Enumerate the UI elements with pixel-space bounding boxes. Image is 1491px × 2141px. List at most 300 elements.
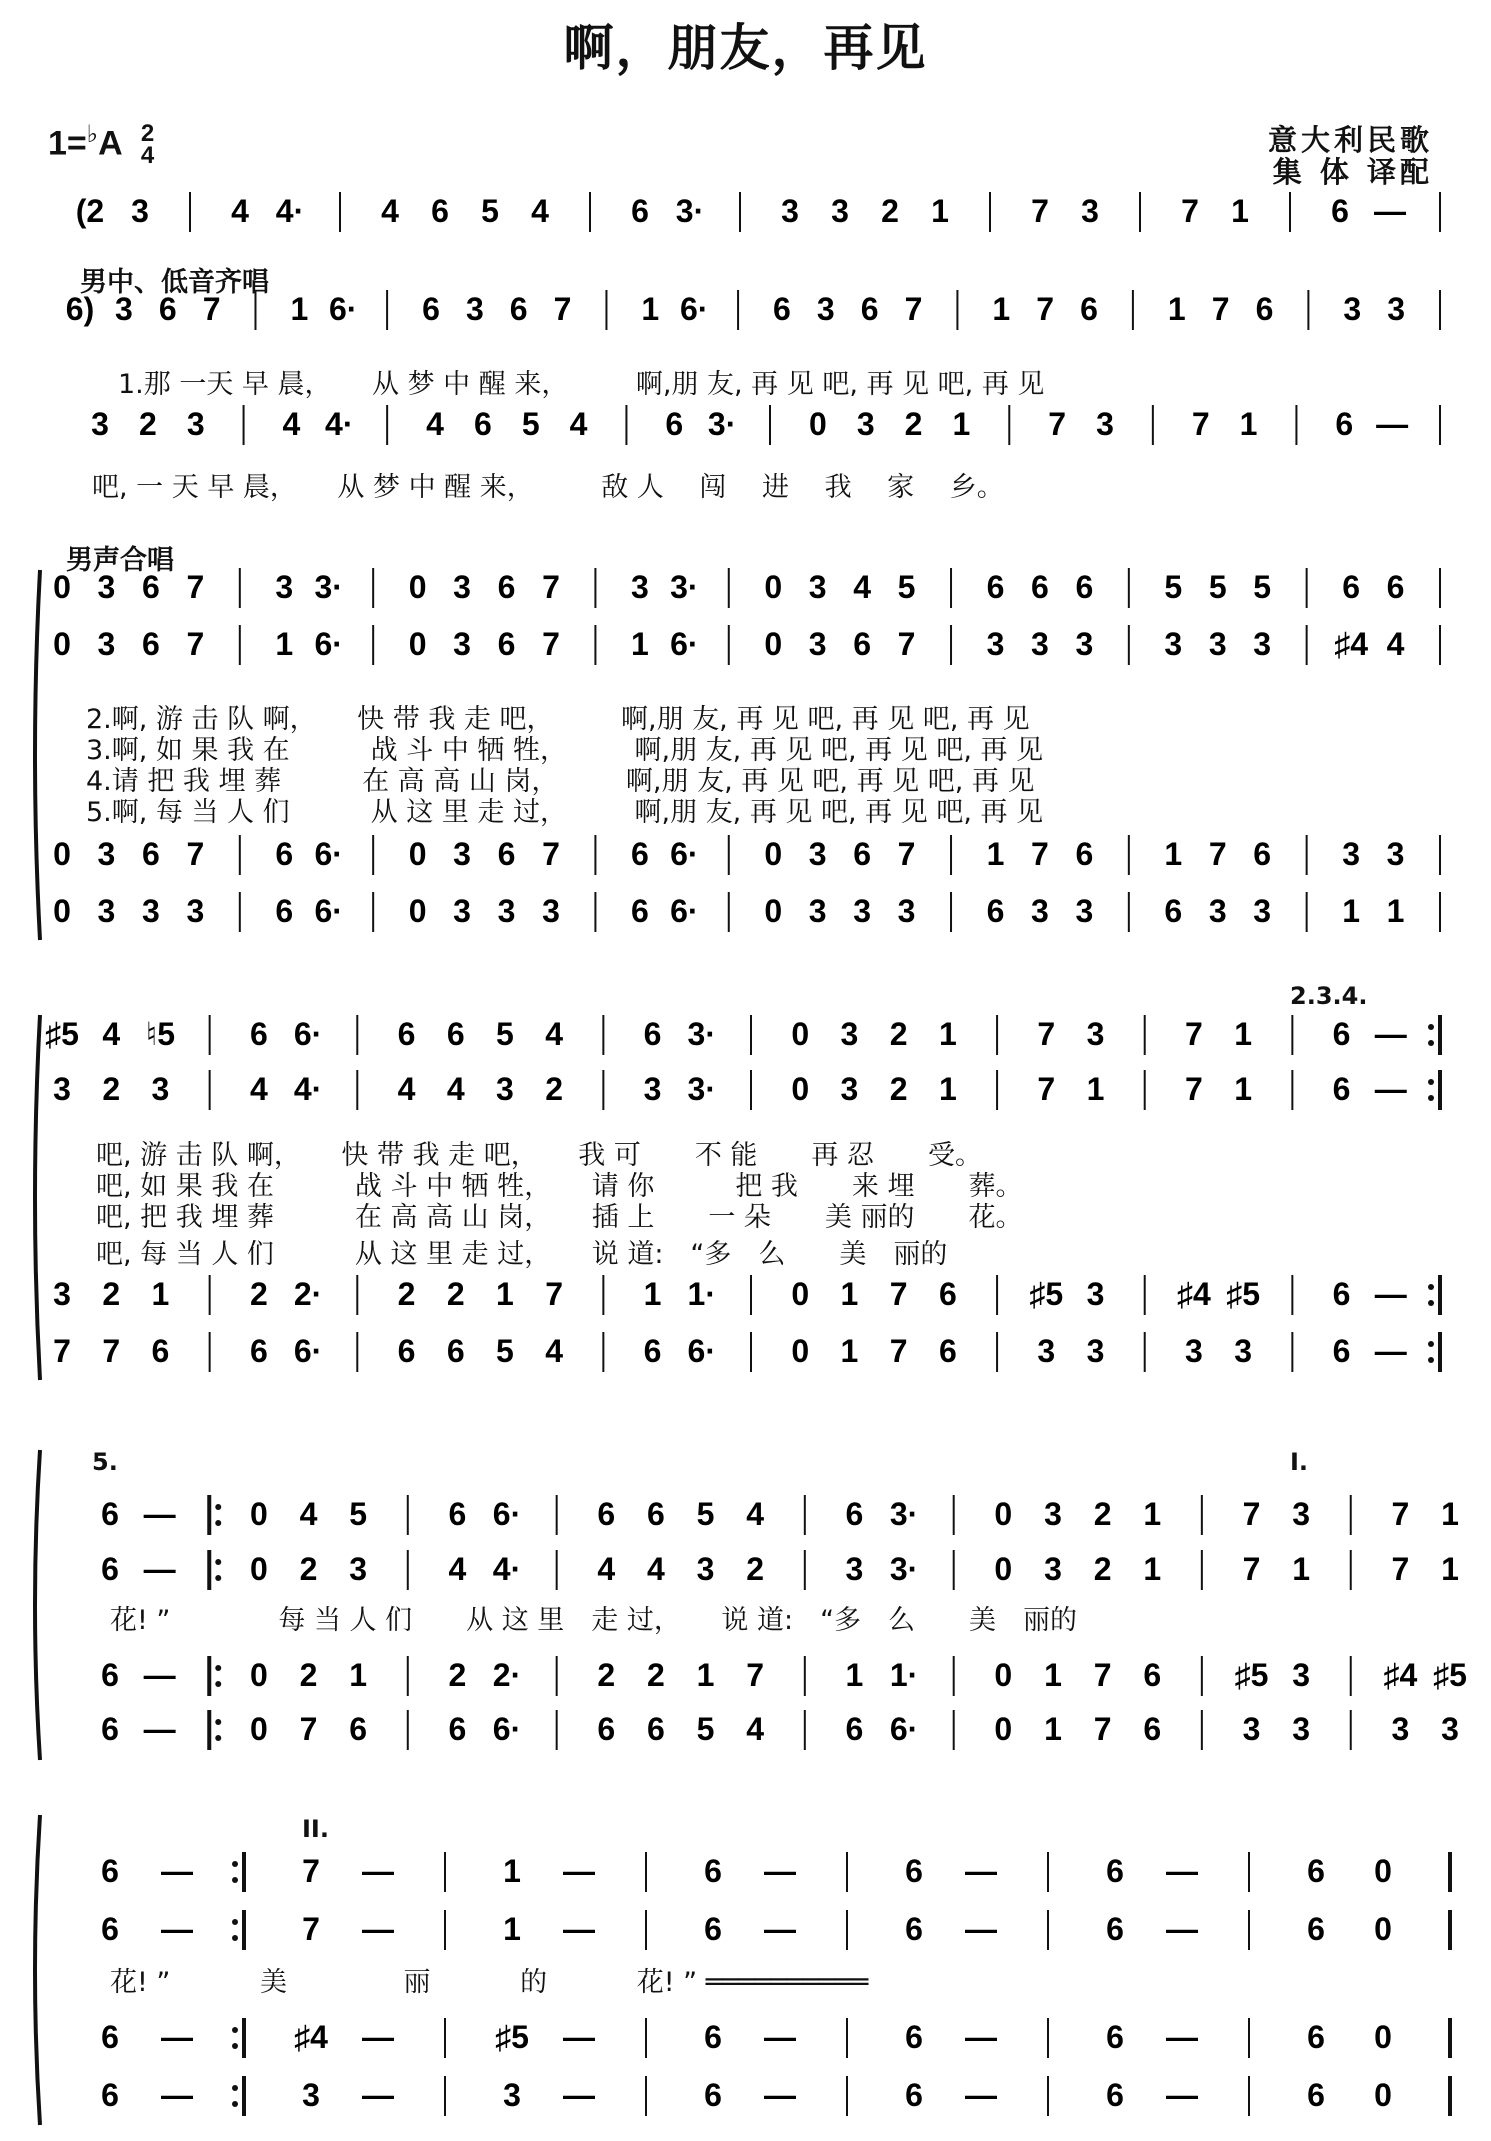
jianpu-note: 1 [986, 836, 1005, 872]
jianpu-note: 3 [349, 1551, 368, 1587]
jianpu-note: 3 [781, 193, 799, 229]
jianpu-note: 1 [496, 1276, 514, 1312]
jianpu-note: 7 [202, 291, 221, 327]
jianpu-note: 3 [1044, 1496, 1062, 1532]
jianpu-note: 7 [904, 291, 923, 327]
lyric-sys3-d: 吧, 每 当 人 们 从 这 里 走 过， 说 道: “多 么 美 丽的 [96, 1239, 948, 1270]
section-unison: 男中、低音齐唱 [80, 267, 269, 298]
jianpu-note: 3 [696, 1551, 715, 1587]
jianpu-note: 6 [704, 1911, 722, 1947]
jianpu-note: 6) [65, 291, 95, 327]
jianpu-note: 1 [931, 193, 949, 229]
jianpu-note: 3 [453, 569, 471, 605]
jianpu-note: 6 [422, 291, 440, 327]
jianpu-note: 6 [101, 2019, 119, 2055]
time-top: 2 [140, 120, 155, 148]
jianpu-note: 3 [275, 569, 294, 605]
repeat-dot [1428, 1341, 1434, 1347]
jianpu-note: 6· [328, 291, 358, 327]
jianpu-note: 0 [408, 569, 427, 605]
jianpu-note: 4 [531, 193, 549, 229]
jianpu-note: 2 [102, 1276, 121, 1312]
jianpu-note: 6 [860, 291, 879, 327]
jianpu-note: 7 [553, 291, 572, 327]
jianpu-note: 6 [497, 836, 516, 872]
repeat-dot [1428, 1300, 1434, 1306]
jianpu-note: 7 [1242, 1496, 1261, 1532]
jianpu-note: 6 [643, 1333, 662, 1369]
jianpu-note: 7 [1037, 1016, 1056, 1052]
lyric-sys3-a: 吧, 游 击 队 啊， 快 带 我 走 吧， 我 可 不 能 再 忍 受。 [96, 1140, 982, 1171]
jianpu-note: ♯4 [1177, 1276, 1211, 1312]
jianpu-note: (2 [75, 193, 105, 229]
jianpu-note: ♯5 [495, 2019, 529, 2055]
jianpu-note: 6 [101, 1853, 119, 1889]
dash-note: — [965, 2019, 997, 2055]
jianpu-note: 3 [1342, 836, 1360, 872]
repeat-dot [232, 1861, 238, 1867]
jianpu-note: 3· [889, 1551, 919, 1587]
jianpu-note: 0 [1374, 1911, 1392, 1947]
jianpu-note: 6 [142, 626, 160, 662]
jianpu-note: 3 [808, 836, 827, 872]
repeat-dot [1428, 1357, 1434, 1363]
jianpu-note: 6 [1143, 1711, 1162, 1747]
jianpu-note: 6 [101, 1911, 119, 1947]
jianpu-note: 7 [1191, 406, 1210, 442]
lyric-v1-line2: 吧, 一 天 早 晨， 从 梦 中 醒 来， 敌 人 闯 进 我 家 乡。 [92, 472, 1004, 503]
dash-note: — [143, 1551, 176, 1587]
jianpu-note: 7 [542, 626, 560, 662]
repeat-dot [1428, 1095, 1434, 1101]
jianpu-note: 6· [492, 1496, 522, 1532]
jianpu-note: 3 [986, 626, 1005, 662]
jianpu-note: 6 [773, 291, 791, 327]
jianpu-note: 3· [670, 569, 699, 605]
jianpu-note: 6 [1106, 2077, 1124, 2113]
jianpu-note: 7 [1391, 1496, 1410, 1532]
repeat-dot [215, 1735, 221, 1741]
jianpu-note: 3 [186, 406, 205, 442]
jianpu-note: 5 [696, 1496, 715, 1532]
jianpu-note: 4 [746, 1711, 765, 1747]
jianpu-note: 2 [889, 1016, 908, 1052]
jianpu-note: 0 [53, 836, 71, 872]
lyric-verse-5: 5.啊, 每 当 人 们 从 这 里 走 过， 啊,朋 友, 再 见 吧, 再 见 吧, 再 见 [86, 797, 1044, 828]
jianpu-note: ♯5 [1029, 1276, 1064, 1312]
jianpu-note: 1 [503, 1853, 521, 1889]
jianpu-note: 6 [665, 406, 684, 442]
jianpu-note: 3 [1096, 406, 1114, 442]
repeat-dot [232, 2043, 238, 2049]
jianpu-note: 6 [630, 836, 649, 872]
lyric-verse-2: 2.啊, 游 击 队 啊， 快 带 我 走 吧， 啊,朋 友, 再 见 吧, 再 见 吧, 再 见 [86, 704, 1030, 735]
jianpu-note: 1 [1044, 1657, 1062, 1693]
jianpu-note: 4 [647, 1551, 665, 1587]
jianpu-note: 3 [142, 893, 160, 929]
jianpu-note: 6· [670, 893, 699, 929]
jianpu-note: 1 [349, 1657, 368, 1693]
jianpu-note: 6 [1386, 569, 1405, 605]
jianpu-note: 7 [1031, 193, 1049, 229]
jianpu-note: 0 [994, 1711, 1013, 1747]
jianpu-note: 6· [889, 1711, 919, 1747]
lyric-verse-4: 4.请 把 我 埋 葬 在 高 高 山 岗， 啊,朋 友, 再 见 吧, 再 见 吧, 再 见 [86, 766, 1035, 797]
jianpu-note: 6 [1342, 569, 1360, 605]
jianpu-note: 1 [1441, 1551, 1459, 1587]
dash-note: — [764, 2077, 796, 2113]
jianpu-note: 3 [453, 626, 471, 662]
repeat-dot [1428, 1024, 1434, 1030]
jianpu-note: 7 [1036, 291, 1055, 327]
jianpu-note: 3 [1387, 291, 1406, 327]
dash-note: — [1166, 2077, 1198, 2113]
jianpu-note: 3· [707, 406, 737, 442]
jianpu-note: 3· [687, 1016, 717, 1052]
jianpu-note: 4 [426, 406, 444, 442]
jianpu-note: 1 [1164, 836, 1183, 872]
jianpu-note: 1 [1342, 893, 1360, 929]
jianpu-note: 7 [542, 836, 560, 872]
jianpu-note: 1 [952, 406, 971, 442]
jianpu-note: 3 [1292, 1657, 1311, 1693]
song-title: 啊，朋友，再见 [563, 19, 928, 77]
jianpu-note: 3 [503, 2077, 521, 2113]
jianpu-note: 6 [151, 1333, 170, 1369]
dash-note: — [563, 2077, 595, 2113]
jianpu-note: 0 [764, 569, 783, 605]
jianpu-note: 0 [994, 1496, 1013, 1532]
jianpu-note: 6 [630, 893, 649, 929]
jianpu-note: 7 [1242, 1551, 1261, 1587]
jianpu-note: 7 [1181, 193, 1199, 229]
jianpu-note: 7 [545, 1276, 564, 1312]
jianpu-note: 5 [897, 569, 916, 605]
dash-note: — [143, 1657, 176, 1693]
jianpu-note: ♮5 [145, 1016, 176, 1052]
jianpu-note: 6 [446, 1333, 465, 1369]
jianpu-note: 2 [1093, 1496, 1112, 1532]
jianpu-note: 7 [1208, 836, 1227, 872]
jianpu-note: 2 [299, 1551, 318, 1587]
jianpu-note: 1 [151, 1276, 170, 1312]
dash-note: — [1374, 1276, 1407, 1312]
jianpu-note: 3 [1086, 1016, 1105, 1052]
jianpu-note: 7 [897, 836, 916, 872]
repeat-dot [215, 1520, 221, 1526]
jianpu-note: 0 [791, 1071, 810, 1107]
repeat-dot [232, 2101, 238, 2107]
jianpu-note: 3 [1292, 1711, 1311, 1747]
jianpu-note: 3 [831, 193, 849, 229]
jianpu-note: 4· [325, 406, 354, 442]
jianpu-note: 3 [1086, 1333, 1105, 1369]
jianpu-note: 6· [670, 836, 699, 872]
jianpu-note: 7 [1185, 1016, 1203, 1052]
key-flat: ♭ [86, 121, 99, 148]
jianpu-note: 3 [453, 836, 471, 872]
jianpu-note: 6 [1253, 836, 1272, 872]
jianpu-note: 3· [314, 569, 343, 605]
jianpu-note: 7 [897, 626, 916, 662]
dash-note: — [161, 2077, 193, 2113]
jianpu-note: 3 [542, 893, 560, 929]
jianpu-note: 2 [299, 1657, 318, 1693]
jianpu-note: 0 [764, 626, 783, 662]
jianpu-note: 6· [670, 626, 699, 662]
jianpu-note: 1 [845, 1657, 864, 1693]
jianpu-note: ♯5 [1433, 1657, 1467, 1693]
repeat-dot [232, 1877, 238, 1883]
jianpu-note: 0 [1374, 2019, 1392, 2055]
jianpu-note: 2· [293, 1276, 323, 1312]
jianpu-note: ♯4 [294, 2019, 328, 2055]
jianpu-note: 6 [1307, 2077, 1325, 2113]
dash-note: — [1166, 1853, 1198, 1889]
jianpu-note: 6 [1106, 2019, 1124, 2055]
jianpu-note: 7 [186, 836, 205, 872]
repeat-dot [215, 1665, 221, 1671]
jianpu-note: 6 [101, 1657, 119, 1693]
jianpu-note: 5 [696, 1711, 715, 1747]
jianpu-note: 4· [275, 193, 305, 229]
lyric-sys3-b: 吧, 如 果 我 在 战 斗 中 牺 牲， 请 你 把 我 来 埋 葬。 [96, 1171, 1023, 1202]
jianpu-note: 2 [249, 1276, 268, 1312]
jianpu-note: 3 [97, 569, 116, 605]
jianpu-note: 0 [249, 1711, 268, 1747]
jianpu-note: 6 [101, 2077, 119, 2113]
jianpu-note: 6 [845, 1496, 864, 1532]
jianpu-note: 6· [314, 626, 343, 662]
dash-note: — [1376, 406, 1409, 442]
jianpu-note: 5 [521, 406, 540, 442]
jianpu-note: 1· [687, 1276, 717, 1312]
jianpu-note: 6 [431, 193, 449, 229]
jianpu-note: 5 [496, 1016, 514, 1052]
dash-note: — [563, 1853, 595, 1889]
jianpu-note: 1 [1234, 1071, 1253, 1107]
jianpu-note: 3 [91, 406, 109, 442]
jianpu-note: 3 [1164, 626, 1183, 662]
jianpu-note: 5 [1253, 569, 1272, 605]
credit-arranger: 集 体 译配 [1272, 155, 1433, 189]
jianpu-note: 3 [1234, 1333, 1253, 1369]
jianpu-note: 6 [1331, 193, 1349, 229]
jianpu-note: 7 [889, 1276, 908, 1312]
jianpu-note: 6 [446, 1016, 465, 1052]
jianpu-note: 0 [994, 1657, 1013, 1693]
jianpu-note: 6 [704, 2019, 722, 2055]
dash-note: — [764, 2019, 796, 2055]
jianpu-note: 6 [142, 836, 160, 872]
dash-note: — [161, 1853, 193, 1889]
jianpu-note: 1 [641, 291, 660, 327]
lyric-verse-3: 3.啊, 如 果 我 在 战 斗 中 牺 牲， 啊,朋 友, 再 见 吧, 再 见 吧, 再 见 [86, 735, 1044, 766]
jianpu-note: 6· [687, 1333, 717, 1369]
jianpu-note: 7 [186, 569, 205, 605]
jianpu-note: 7 [186, 626, 205, 662]
jianpu-note: 4 [102, 1016, 121, 1052]
jianpu-note: 3 [497, 893, 516, 929]
jianpu-note: 4 [231, 193, 249, 229]
dash-note: — [161, 1911, 193, 1947]
jianpu-note: 1 [1143, 1551, 1162, 1587]
jianpu-note: 2 [545, 1071, 564, 1107]
jianpu-note: 6 [1031, 569, 1049, 605]
jianpu-note: 6 [938, 1333, 957, 1369]
jianpu-note: 1 [1086, 1071, 1105, 1107]
jianpu-note: 6 [497, 626, 516, 662]
jianpu-note: 5 [1164, 569, 1183, 605]
jianpu-note: 4 [746, 1496, 765, 1532]
jianpu-note: 3 [1441, 1711, 1459, 1747]
jianpu-note: 2 [446, 1276, 465, 1312]
dash-note: — [362, 2019, 394, 2055]
jianpu-note: 6 [397, 1333, 416, 1369]
jianpu-note: 4 [446, 1071, 465, 1107]
jianpu-note: 1 [938, 1071, 957, 1107]
jianpu-note: 4 [853, 569, 872, 605]
jianpu-note: 6 [249, 1016, 268, 1052]
repeat-dot [215, 1575, 221, 1581]
jianpu-note: 2 [138, 406, 157, 442]
jianpu-note: 1 [275, 626, 294, 662]
jianpu-note: 6 [1164, 893, 1183, 929]
jianpu-note: 7 [1211, 291, 1230, 327]
jianpu-note: 0 [249, 1551, 268, 1587]
jianpu-note: 3· [687, 1071, 717, 1107]
jianpu-note: 2 [746, 1551, 765, 1587]
jianpu-note: 3 [97, 836, 116, 872]
system-bracket [35, 1450, 40, 1760]
jianpu-note: 1 [1239, 406, 1258, 442]
jianpu-note: 0 [1374, 1853, 1392, 1889]
jianpu-note: 6 [448, 1496, 467, 1532]
jianpu-note: 6· [492, 1711, 522, 1747]
jianpu-note: 3 [186, 893, 205, 929]
jianpu-note: 3 [453, 893, 471, 929]
jianpu-note: 6 [1307, 1853, 1325, 1889]
jianpu-note: 6 [597, 1711, 616, 1747]
jianpu-note: 6 [397, 1016, 416, 1052]
dash-note: — [965, 2077, 997, 2113]
jianpu-note: 3 [816, 291, 835, 327]
dash-note: — [362, 2077, 394, 2113]
jianpu-note: 1 [290, 291, 309, 327]
dash-note: — [1374, 1333, 1407, 1369]
jianpu-note: 4 [282, 406, 301, 442]
jianpu-note: ♯4 [1383, 1657, 1418, 1693]
jianpu-note: 1 [1441, 1496, 1459, 1532]
jianpu-note: 1 [1292, 1551, 1311, 1587]
jianpu-note: 6 [349, 1711, 368, 1747]
jianpu-note: 0 [791, 1016, 810, 1052]
jianpu-note: 3 [131, 193, 149, 229]
jianpu-note: 6 [938, 1276, 957, 1312]
time-bottom: 4 [140, 142, 155, 170]
jianpu-note: 6 [631, 193, 649, 229]
jianpu-note: 3 [97, 893, 116, 929]
jianpu-note: 2 [448, 1657, 467, 1693]
system-bracket [35, 1815, 40, 2125]
jianpu-note: 1· [889, 1657, 919, 1693]
jianpu-note: 6 [158, 291, 177, 327]
jianpu-note: 5 [1208, 569, 1227, 605]
jianpu-note: 6 [647, 1711, 665, 1747]
volta-1: I. [1290, 1448, 1309, 1476]
jianpu-note: 3 [1086, 1276, 1105, 1312]
jianpu-note: 4 [545, 1016, 564, 1052]
jianpu-note: 3 [845, 1551, 864, 1587]
jianpu-note: 0 [764, 893, 783, 929]
jianpu-note: 2 [647, 1657, 665, 1693]
jianpu-note: 3· [675, 193, 705, 229]
jianpu-note: 3 [1185, 1333, 1203, 1369]
jianpu-note: 1 [503, 1911, 521, 1947]
jianpu-note: 6 [509, 291, 528, 327]
jianpu-note: 5 [496, 1333, 514, 1369]
jianpu-note: 3 [465, 291, 484, 327]
jianpu-note: 7 [302, 1911, 320, 1947]
jianpu-note: 3 [53, 1276, 71, 1312]
jianpu-note: 3 [1242, 1711, 1261, 1747]
jianpu-note: 5 [481, 193, 499, 229]
jianpu-note: 0 [791, 1333, 810, 1369]
jianpu-note: 3 [1391, 1711, 1410, 1747]
jianpu-note: 6 [101, 1551, 119, 1587]
jianpu-note: 3 [97, 626, 116, 662]
jianpu-note: 0 [791, 1276, 810, 1312]
dash-note: — [1374, 1016, 1407, 1052]
repeat-dot [215, 1504, 221, 1510]
jianpu-note: 3 [1075, 626, 1094, 662]
dash-note: — [1374, 193, 1406, 229]
jianpu-note: 3 [1044, 1551, 1062, 1587]
repeat-dot [1428, 1079, 1434, 1085]
jianpu-note: 7 [1031, 836, 1049, 872]
jianpu-note: 1 [643, 1276, 662, 1312]
jianpu-note: 4 [448, 1551, 467, 1587]
jianpu-note: 4· [293, 1071, 323, 1107]
dash-note: — [1166, 2019, 1198, 2055]
repeat-dot [1428, 1284, 1434, 1290]
jianpu-note: 0 [53, 569, 71, 605]
jianpu-note: 3 [496, 1071, 514, 1107]
jianpu-note: 3 [630, 569, 649, 605]
jianpu-note: 6 [597, 1496, 616, 1532]
repeat-dot [232, 2027, 238, 2033]
jianpu-note: 7 [1185, 1071, 1203, 1107]
jianpu-note: 3 [1343, 291, 1362, 327]
dash-note: — [1166, 1911, 1198, 1947]
jianpu-note: 6 [1106, 1853, 1124, 1889]
jianpu-note: 7 [302, 1853, 320, 1889]
jianpu-note: 6 [1143, 1657, 1162, 1693]
jianpu-note: 3 [1208, 626, 1227, 662]
jianpu-note: 3 [808, 626, 827, 662]
volta-5: 5. [92, 1448, 118, 1476]
jianpu-note: 6· [293, 1016, 323, 1052]
jianpu-note: 3 [856, 406, 875, 442]
jianpu-note: 6 [704, 2077, 722, 2113]
dash-note: — [764, 1911, 796, 1947]
jianpu-note: 6 [249, 1333, 268, 1369]
jianpu-note: 4 [299, 1496, 318, 1532]
repeat-dot [215, 1719, 221, 1725]
jianpu-note: 7 [1391, 1551, 1410, 1587]
jianpu-note: 3 [1386, 836, 1405, 872]
jianpu-note: 6 [101, 1711, 119, 1747]
